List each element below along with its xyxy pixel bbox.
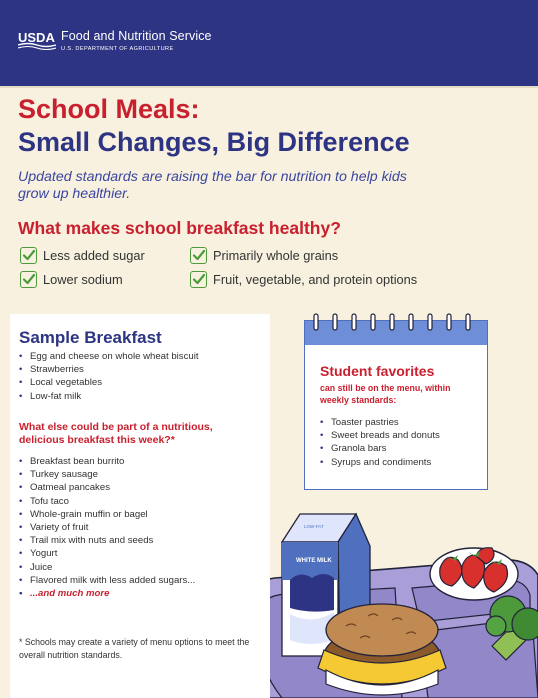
list-item: • Egg and cheese on whole wheat biscuit — [19, 350, 199, 363]
list-item: • Breakfast bean burrito — [19, 455, 195, 468]
student-favorites-list — [320, 416, 440, 469]
list-item-more: • ...and much more — [19, 587, 195, 600]
checklist-label: Less added sugar — [43, 247, 145, 263]
student-favorites-subtitle: can still be on the menu, within weekly standards: — [320, 383, 451, 405]
list-item: • Local vegetables — [19, 376, 199, 389]
list-item: • Syrups and condiments — [320, 456, 440, 469]
sample-breakfast-title: Sample Breakfast — [19, 328, 162, 347]
agency-name: Food and Nutrition Service — [61, 29, 212, 43]
checklist-label: Primarily whole grains — [213, 247, 339, 263]
list-item: • Tofu taco — [19, 495, 195, 508]
sample-breakfast-list — [19, 350, 199, 403]
student-favorites-title: Student favorites — [320, 363, 435, 379]
list-item: • Variety of fruit — [19, 521, 195, 534]
list-item: • Flavored milk with less added sugars... — [19, 574, 195, 587]
department-name: U.S. DEPARTMENT OF AGRICULTURE — [61, 46, 174, 52]
svg-text:WHITE MILK: WHITE MILK — [296, 558, 332, 564]
page-title-line2: Small Changes, Big Difference — [18, 127, 410, 157]
page-title-line1: School Meals: — [18, 94, 200, 124]
biscuit-sandwich-icon — [318, 604, 446, 695]
list-item: • Trail mix with nuts and seeds — [19, 534, 195, 547]
list-item: • Oatmeal pancakes — [19, 481, 195, 494]
else-list — [19, 455, 195, 600]
checklist-label: Lower sodium — [43, 271, 123, 287]
list-item: • Turkey sausage — [19, 468, 195, 481]
list-item: • Juice — [19, 561, 195, 574]
checklist-label: Fruit, vegetable, and protein options — [213, 271, 418, 287]
page-subtitle: Updated standards are raising the bar for nutrition to help kids grow up healthier. — [18, 169, 407, 202]
calendar-rings-icon — [310, 312, 486, 334]
list-item: • Yogurt — [19, 547, 195, 560]
footnote: * Schools may create a variety of menu options to meet the overall nutrition standards. — [19, 637, 250, 660]
breakfast-heading: What makes school breakfast healthy? — [18, 218, 341, 238]
svg-text:USDA: USDA — [18, 30, 55, 45]
list-item: • Strawberries — [19, 363, 199, 376]
list-item: • Toaster pastries — [320, 416, 440, 429]
list-item: • Granola bars — [320, 442, 440, 455]
list-item: • Low-fat milk — [19, 390, 199, 403]
list-item: • Sweet breads and donuts — [320, 429, 440, 442]
else-heading: What else could be part of a nutritious, delicious breakfast this week?* — [19, 421, 213, 446]
list-item: • Whole-grain muffin or bagel — [19, 508, 195, 521]
svg-text:LOW-FAT: LOW-FAT — [304, 524, 324, 529]
